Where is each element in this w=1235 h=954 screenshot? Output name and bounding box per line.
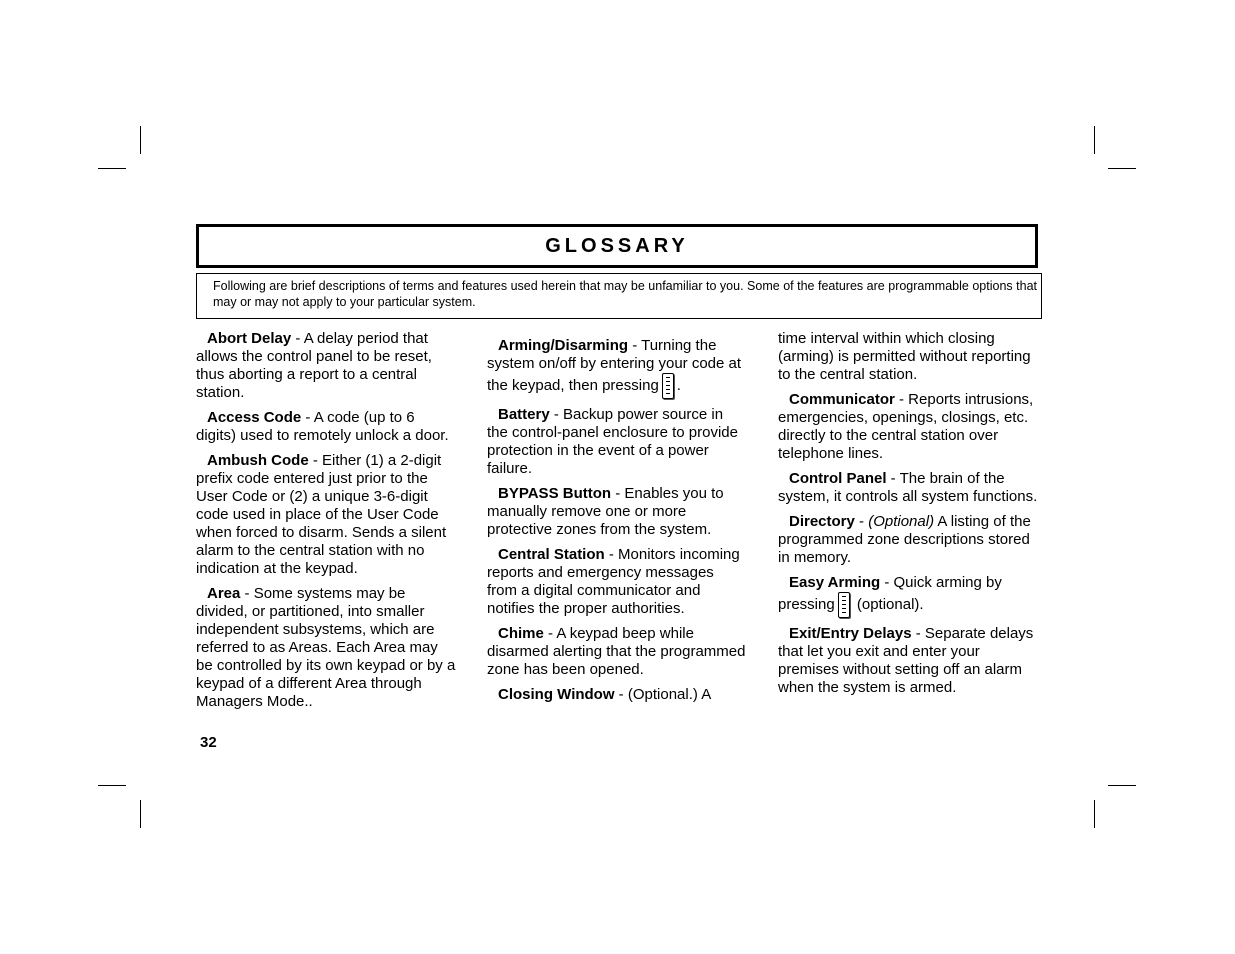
intro-text: Following are brief descriptions of terms and features used herein that may be unfamiliar to you. Some of the features are programmable options that may or may not apply to your particular system. [196,273,1042,319]
term: Area [207,585,241,602]
definition: - Either (1) a 2-digit prefix code entered just prior to the User Code or (2) a unique 3-6-digit code used in place of the User Code when forced to disarm. Sends a silent alarm to the central station with no indication at the keypad. [196,452,447,577]
crop-mark [98,168,126,169]
enter-key-icon [838,592,850,618]
glossary-column-2 [487,337,747,711]
definition: - Reports intrusions, emergencies, openings, closings, etc. directly to the central station over telephone lines. [778,391,1034,462]
glossary-entry-closing-window [487,686,747,704]
crop-mark [140,126,141,154]
term: Control Panel [789,470,887,487]
glossary-column-1 [196,330,456,718]
term: Chime [498,625,544,642]
definition: time interval within which closing (arming) is permitted without reporting to the central station. [778,330,1031,383]
term: Battery [498,406,550,423]
page-title-box [196,224,1038,268]
glossary-entry-abort-delay [196,330,456,402]
definition: - (Optional.) A [614,686,712,703]
definition: - Separate delays that let you exit and enter your premises without setting off an alarm when the system is armed. [778,625,1034,696]
optional-label: (Optional) [868,513,935,530]
term: Communicator [789,391,895,408]
definition: - Quick arming by pressing [778,574,1002,613]
term: Arming/Disarming [498,337,629,354]
definition: - A code (up to 6 digits) used to remotely unlock a door. [196,409,449,444]
glossary-column-3 [778,330,1038,704]
definition: - The brain of the system, it controls all system functions. [778,470,1038,505]
glossary-entry-battery [487,406,747,478]
crop-mark [1108,785,1136,786]
term: Exit/Entry Delays [789,625,912,642]
glossary-entry-chime [487,625,747,679]
term: Ambush Code [207,452,309,469]
definition: - Enables you to manually remove one or more protective zones from the system. [487,485,724,538]
glossary-entry-central-station [487,546,747,618]
glossary-entry-directory [778,513,1038,567]
glossary-entry-easy-arming [778,574,1038,618]
term: Central Station [498,546,605,563]
crop-mark [140,800,141,828]
page-number: 32 [200,734,217,751]
crop-mark [1108,168,1136,169]
definition: - Some systems may be divided, or partitioned, into smaller independent subsystems, which are referred to as Areas. Each Area may be controlled by its own keypad or by a keypad of a different Area through Managers Mode.. [196,585,456,710]
glossary-entry-closing-window-continued [778,330,1038,384]
definition: - Turning the system on/off by entering your code at the keypad, then pressing [487,337,742,394]
term: Abort Delay [207,330,292,347]
glossary-entry-exit-entry-delays [778,625,1038,697]
definition: - Monitors incoming reports and emergency messages from a digital communicator and notifies the proper authorities. [487,546,740,617]
definition-end: (optional). [852,595,924,613]
crop-mark [98,785,126,786]
term: Easy Arming [789,574,881,591]
glossary-entry-bypass-button [487,485,747,539]
glossary-entry-access-code [196,409,456,445]
term: Directory [789,513,855,530]
dash: - [854,513,869,530]
glossary-entry-control-panel [778,470,1038,506]
term: Closing Window [498,686,615,703]
crop-mark [1094,126,1095,154]
definition-end: . [676,376,681,394]
glossary-entry-area [196,585,456,711]
page-title: GLOSSARY [545,234,689,257]
enter-key-icon [662,373,674,399]
definition: A listing of the programmed zone descriptions stored in memory. [778,513,1031,566]
glossary-entry-arming-disarming [487,337,747,399]
definition: - Backup power source in the control-panel enclosure to provide protection in the event of a power failure. [487,406,738,477]
term: BYPASS Button [498,485,612,502]
definition: - A keypad beep while disarmed alerting that the programmed zone has been opened. [487,625,746,678]
crop-mark [1094,800,1095,828]
glossary-entry-communicator [778,391,1038,463]
glossary-entry-ambush-code [196,452,456,578]
term: Access Code [207,409,302,426]
definition: - A delay period that allows the control panel to be reset, thus aborting a report to a central station. [196,330,432,401]
